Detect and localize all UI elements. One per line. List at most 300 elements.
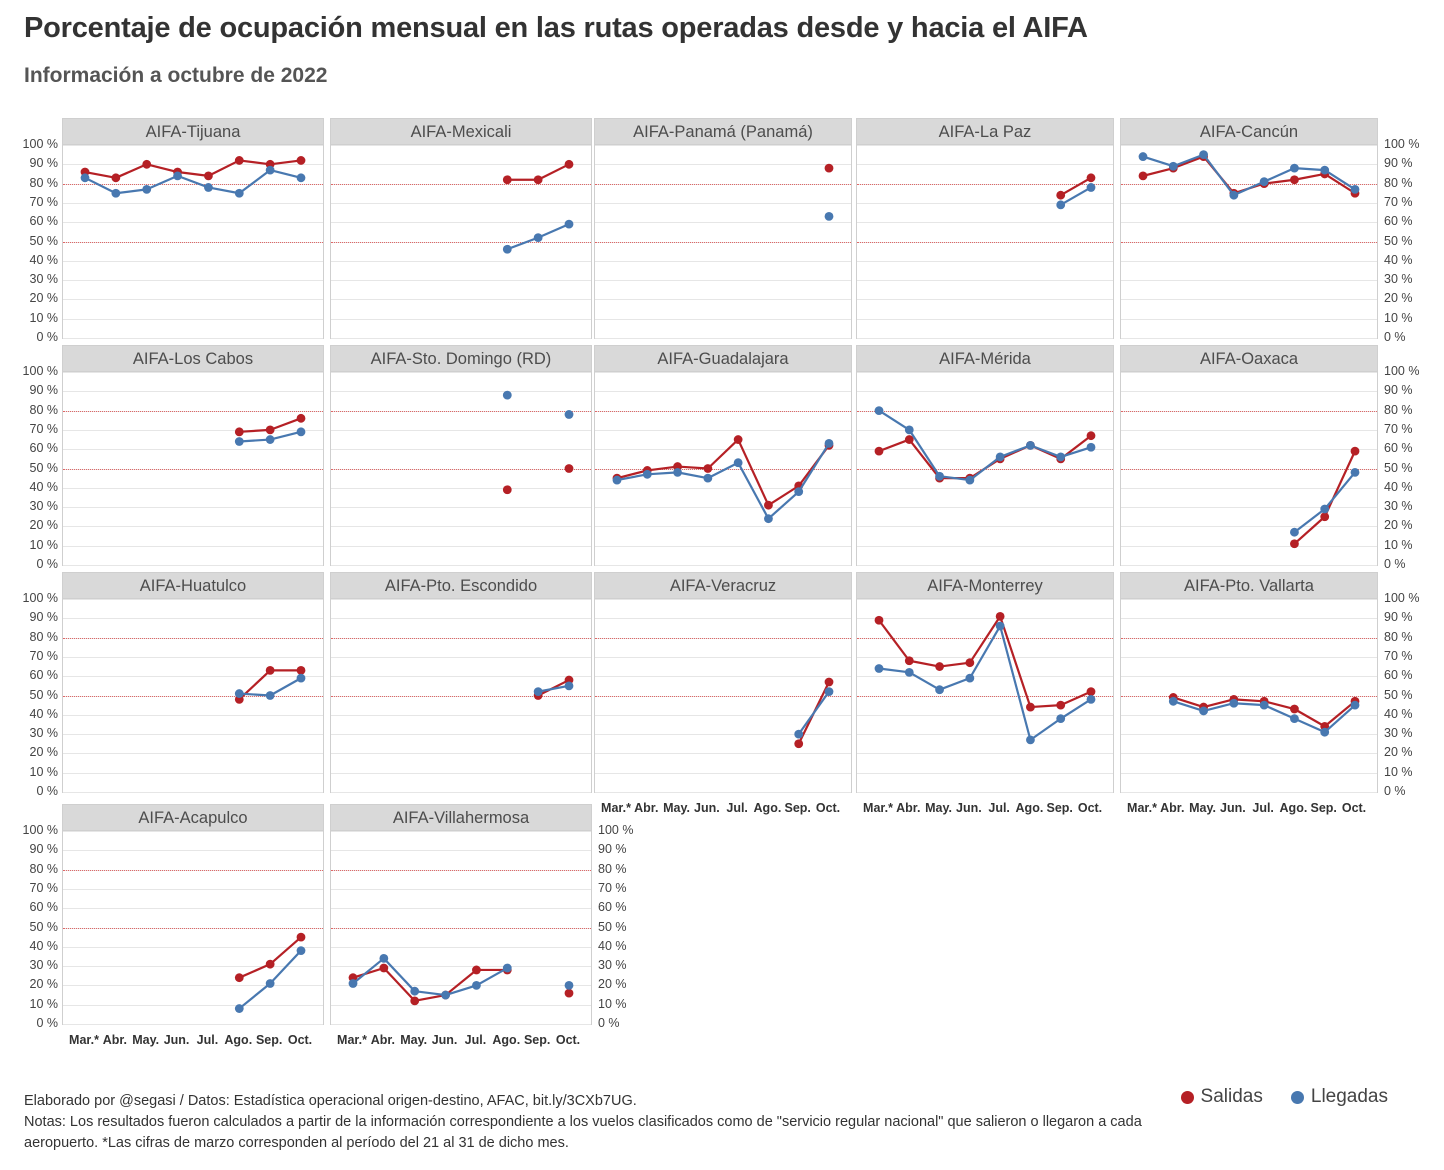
x-tick-label: Sep. <box>1310 801 1337 815</box>
panel-aifa-m-rida <box>856 345 1114 566</box>
llegadas-line-segment <box>270 432 301 440</box>
llegadas-point <box>235 689 244 698</box>
salidas-line-segment <box>538 164 569 179</box>
llegadas-point <box>1087 695 1096 704</box>
salidas-point <box>1290 705 1299 714</box>
panel-title: AIFA-Pto. Escondido <box>330 572 592 598</box>
page-subtitle: Información a octubre de 2022 <box>24 64 328 87</box>
gridline <box>595 792 851 793</box>
llegadas-line-segment <box>647 472 677 474</box>
salidas-line-segment <box>940 663 970 667</box>
llegadas-point <box>1290 714 1299 723</box>
y-tick-label: 10 % <box>29 764 58 779</box>
salidas-point <box>111 173 120 182</box>
y-tick-label: 100 % <box>22 137 58 151</box>
panel-title: AIFA-Mexicali <box>330 118 592 144</box>
panel-aifa-oaxaca <box>1120 345 1420 571</box>
y-axis-left <box>12 137 58 344</box>
panel-title: AIFA-Sto. Domingo (RD) <box>330 345 592 371</box>
y-tick-label: 60 % <box>29 441 58 456</box>
panel-aifa-sto-domingo-rd <box>330 345 592 566</box>
llegadas-line-segment <box>1325 705 1355 732</box>
y-tick-label: 100 % <box>22 364 58 378</box>
llegadas-point <box>565 220 574 229</box>
x-tick-label: Jul. <box>196 1033 219 1047</box>
y-axis-right <box>1384 591 1430 798</box>
y-tick-label: 90 % <box>1384 610 1413 625</box>
x-tick-label: Sep. <box>1046 801 1073 815</box>
y-tick-label: 20 % <box>598 977 627 992</box>
panel-title: AIFA-Monterrey <box>856 572 1114 598</box>
y-tick-label: 0 % <box>36 557 58 571</box>
llegadas-line-segment <box>799 443 829 491</box>
y-tick-label: 100 % <box>598 823 634 837</box>
gridline <box>857 565 1113 566</box>
x-tick-label: Abr. <box>370 1033 395 1047</box>
salidas-line-segment <box>239 160 270 164</box>
y-tick-label: 80 % <box>29 629 58 644</box>
panel-title: AIFA-Tijuana <box>62 118 324 144</box>
salidas-line-segment <box>178 172 209 176</box>
llegadas-line-segment <box>1000 445 1030 457</box>
llegadas-point <box>1260 177 1269 186</box>
panel-aifa-canc-n <box>1120 118 1420 344</box>
llegadas-point <box>173 171 182 180</box>
llegadas-line-segment <box>1325 170 1355 189</box>
llegadas-point <box>1026 735 1035 744</box>
legend-swatch-llegadas <box>1291 1091 1304 1104</box>
salidas-point <box>965 658 974 667</box>
panel-aifa-guadalajara <box>594 345 852 566</box>
panel-plot-area <box>1120 371 1378 566</box>
llegadas-line-segment <box>507 238 538 250</box>
llegadas-point <box>935 685 944 694</box>
salidas-line-segment <box>879 620 909 661</box>
llegadas-point <box>875 664 884 673</box>
llegadas-line-segment <box>940 678 970 690</box>
x-tick-label: Oct. <box>815 801 841 815</box>
llegadas-point <box>266 435 275 444</box>
y-axis-left <box>12 591 58 798</box>
gridline <box>63 338 323 339</box>
series-layer <box>331 599 591 792</box>
salidas-line-segment <box>909 440 939 479</box>
y-tick-label: 20 % <box>1384 291 1413 306</box>
salidas-line-segment <box>1143 168 1173 176</box>
salidas-point <box>204 171 213 180</box>
y-tick-label: 40 % <box>29 706 58 721</box>
series-layer <box>63 372 323 565</box>
x-tick-label: Jul. <box>988 801 1010 815</box>
llegadas-line-segment <box>1000 626 1030 740</box>
llegadas-point <box>111 189 120 198</box>
y-tick-label: 80 % <box>29 175 58 190</box>
x-tick-label: May. <box>132 1033 160 1047</box>
llegadas-point <box>204 183 213 192</box>
llegadas-point <box>734 458 743 467</box>
salidas-point <box>379 964 388 973</box>
salidas-point <box>825 678 834 687</box>
x-tick-label: Oct. <box>287 1033 313 1047</box>
salidas-line-segment <box>1294 174 1324 180</box>
y-tick-label: 30 % <box>1384 272 1413 287</box>
salidas-line-segment <box>85 172 116 178</box>
salidas-line-segment <box>239 430 270 432</box>
salidas-point <box>565 160 574 169</box>
series-layer <box>595 372 851 565</box>
llegadas-point <box>1320 505 1329 514</box>
x-axis <box>62 1033 324 1051</box>
llegadas-line-segment <box>239 440 270 442</box>
salidas-line-segment <box>647 467 677 471</box>
x-tick-label: May. <box>400 1033 428 1047</box>
y-tick-label: 20 % <box>29 977 58 992</box>
y-tick-label: 0 % <box>1384 784 1406 798</box>
panel-aifa-veracruz <box>594 572 852 815</box>
llegadas-line-segment <box>384 958 415 991</box>
llegadas-line-segment <box>1173 155 1203 167</box>
salidas-line-segment <box>1294 709 1324 726</box>
series-layer <box>857 145 1113 338</box>
y-tick-label: 50 % <box>29 919 58 934</box>
y-tick-label: 10 % <box>1384 764 1413 779</box>
salidas-point <box>410 996 419 1005</box>
salidas-line-segment <box>208 160 239 175</box>
gridline <box>595 565 851 566</box>
x-tick-label: Mar.* <box>863 801 893 815</box>
y-tick-label: 60 % <box>29 214 58 229</box>
y-tick-label: 30 % <box>1384 499 1413 514</box>
panel-title: AIFA-Mérida <box>856 345 1114 371</box>
salidas-point <box>1026 703 1035 712</box>
series-layer <box>1121 145 1377 338</box>
salidas-line-segment <box>1030 705 1060 707</box>
llegadas-line-segment <box>1030 445 1060 457</box>
y-tick-label: 80 % <box>598 861 627 876</box>
llegadas-point <box>703 474 712 483</box>
llegadas-point <box>472 981 481 990</box>
salidas-point <box>825 164 834 173</box>
y-tick-label: 80 % <box>1384 175 1413 190</box>
panel-plot-area <box>330 371 592 566</box>
series-layer <box>63 145 323 338</box>
y-tick-label: 60 % <box>29 668 58 683</box>
salidas-line-segment <box>353 968 384 978</box>
llegadas-point <box>965 476 974 485</box>
salidas-point <box>1056 701 1065 710</box>
panel-plot-area <box>856 144 1114 339</box>
llegadas-point <box>266 166 275 175</box>
y-tick-label: 0 % <box>36 784 58 798</box>
llegadas-point <box>1087 443 1096 452</box>
footer-line-1: Elaborado por @segasi / Datos: Estadística operacional origen-destino, AFAC, bit.ly/3CXb7UG. <box>24 1092 637 1109</box>
llegadas-line-segment <box>1061 447 1091 457</box>
gridline <box>1121 792 1377 793</box>
y-tick-label: 60 % <box>1384 668 1413 683</box>
llegadas-point <box>935 472 944 481</box>
gridline <box>63 1024 323 1025</box>
panel-aifa-acapulco <box>22 804 324 1047</box>
panel-aifa-tijuana <box>22 118 324 344</box>
llegadas-point <box>441 991 450 1000</box>
llegadas-point <box>142 185 151 194</box>
llegadas-point <box>1351 185 1360 194</box>
salidas-point <box>1087 687 1096 696</box>
y-tick-label: 30 % <box>29 272 58 287</box>
llegadas-point <box>534 687 543 696</box>
panel-plot-area <box>62 144 324 339</box>
llegadas-point <box>266 691 275 700</box>
llegadas-point <box>794 730 803 739</box>
salidas-point <box>1087 431 1096 440</box>
llegadas-point <box>1229 699 1238 708</box>
llegadas-line-segment <box>1325 472 1355 509</box>
llegadas-line-segment <box>353 958 384 983</box>
panel-plot-area <box>330 144 592 339</box>
panel-plot-area <box>594 144 852 339</box>
x-tick-label: Ago. <box>753 801 782 815</box>
panel-plot-area <box>330 830 592 1025</box>
panel-plot-area <box>330 598 592 793</box>
y-tick-label: 40 % <box>1384 706 1413 721</box>
panel-title: AIFA-Cancún <box>1120 118 1378 144</box>
panel-plot-area <box>62 598 324 793</box>
llegadas-line-segment <box>85 178 116 193</box>
legend-item-llegadas <box>1291 1086 1388 1108</box>
llegadas-point <box>764 514 773 523</box>
llegadas-point <box>1229 191 1238 200</box>
y-tick-label: 100 % <box>1384 364 1420 378</box>
footer-notes <box>24 1091 1142 1154</box>
salidas-line-segment <box>1204 699 1234 707</box>
y-tick-label: 10 % <box>598 996 627 1011</box>
llegadas-line-segment <box>1061 187 1091 204</box>
x-tick-label: Jul. <box>1252 801 1274 815</box>
x-tick-label: Abr. <box>1160 801 1185 815</box>
llegadas-point <box>1169 697 1178 706</box>
llegadas-point <box>825 439 834 448</box>
x-tick-label: Mar.* <box>69 1033 99 1047</box>
y-tick-label: 70 % <box>1384 194 1413 209</box>
llegadas-point <box>825 212 834 221</box>
y-tick-label: 90 % <box>1384 383 1413 398</box>
llegadas-line-segment <box>415 991 446 995</box>
llegadas-line-segment <box>1204 155 1234 196</box>
salidas-point <box>734 435 743 444</box>
salidas-line-segment <box>239 964 270 978</box>
llegadas-line-segment <box>538 224 569 238</box>
llegadas-point <box>1199 150 1208 159</box>
footer-line-2: Notas: Los resultados fueron calculados a partir de la información correspondiente a los vuelos clasificados como de "servicio regular nacional" que salieron o llegaron a cada <box>24 1113 1142 1130</box>
llegadas-point <box>1056 200 1065 209</box>
llegadas-line-segment <box>1143 157 1173 167</box>
y-tick-label: 10 % <box>29 537 58 552</box>
llegadas-point <box>297 946 306 955</box>
llegadas-point <box>297 427 306 436</box>
llegadas-point <box>1320 728 1329 737</box>
series-layer <box>331 372 591 565</box>
x-tick-label: Jun. <box>955 801 982 815</box>
llegadas-point <box>1139 152 1148 161</box>
y-tick-label: 80 % <box>1384 402 1413 417</box>
llegadas-point <box>673 468 682 477</box>
llegadas-point <box>503 245 512 254</box>
salidas-line-segment <box>1325 174 1355 193</box>
llegadas-line-segment <box>178 176 209 188</box>
llegadas-point <box>1026 441 1035 450</box>
x-tick-label: Sep. <box>523 1033 551 1047</box>
llegadas-line-segment <box>239 983 270 1008</box>
y-tick-label: 60 % <box>1384 441 1413 456</box>
llegadas-point <box>410 987 419 996</box>
llegadas-point <box>1199 707 1208 716</box>
y-tick-label: 40 % <box>29 938 58 953</box>
x-tick-label: Jun. <box>163 1033 190 1047</box>
y-tick-label: 90 % <box>29 842 58 857</box>
y-tick-label: 0 % <box>36 330 58 344</box>
llegadas-point <box>565 681 574 690</box>
panel-title: AIFA-Panamá (Panamá) <box>594 118 852 144</box>
llegadas-point <box>565 410 574 419</box>
salidas-point <box>1290 175 1299 184</box>
y-tick-label: 60 % <box>1384 214 1413 229</box>
y-tick-label: 30 % <box>29 958 58 973</box>
panel-aifa-huatulco <box>22 572 324 798</box>
x-tick-label: May. <box>1189 801 1216 815</box>
y-axis-right <box>598 823 644 1030</box>
y-tick-label: 50 % <box>29 687 58 702</box>
series-layer <box>331 831 591 1024</box>
gridline <box>331 792 591 793</box>
series-layer <box>63 599 323 792</box>
legend-label-salidas: Salidas <box>1200 1086 1263 1107</box>
llegadas-point <box>1290 164 1299 173</box>
y-tick-label: 90 % <box>598 842 627 857</box>
panel-title: AIFA-Pto. Vallarta <box>1120 572 1378 598</box>
y-tick-label: 70 % <box>1384 421 1413 436</box>
legend-label-llegadas: Llegadas <box>1310 1086 1388 1107</box>
y-tick-label: 50 % <box>1384 687 1413 702</box>
x-tick-label: Mar.* <box>601 801 631 815</box>
llegadas-line-segment <box>270 678 301 695</box>
salidas-line-segment <box>1173 157 1203 169</box>
y-tick-label: 100 % <box>22 591 58 605</box>
llegadas-line-segment <box>1234 703 1264 705</box>
x-tick-label: Oct. <box>1077 801 1103 815</box>
panel-aifa-monterrey <box>856 572 1114 815</box>
salidas-point <box>565 989 574 998</box>
y-tick-label: 40 % <box>598 938 627 953</box>
salidas-point <box>905 656 914 665</box>
salidas-point <box>235 156 244 165</box>
llegadas-point <box>81 173 90 182</box>
y-tick-label: 100 % <box>1384 137 1420 151</box>
salidas-point <box>1056 191 1065 200</box>
y-tick-label: 20 % <box>1384 518 1413 533</box>
llegadas-point <box>1351 468 1360 477</box>
y-tick-label: 10 % <box>1384 537 1413 552</box>
llegadas-point <box>1056 453 1065 462</box>
llegadas-point <box>1290 528 1299 537</box>
x-tick-label: Ago. <box>1015 801 1044 815</box>
y-tick-label: 80 % <box>1384 629 1413 644</box>
y-tick-label: 50 % <box>1384 460 1413 475</box>
gridline <box>595 338 851 339</box>
panel-plot-area <box>1120 144 1378 339</box>
x-tick-label: Mar.* <box>337 1033 367 1047</box>
salidas-line-segment <box>384 968 415 1001</box>
salidas-point <box>235 427 244 436</box>
salidas-point <box>703 464 712 473</box>
llegadas-line-segment <box>1030 719 1060 740</box>
panel-plot-area <box>594 371 852 566</box>
gridline <box>1121 338 1377 339</box>
llegadas-point <box>503 391 512 400</box>
series-layer <box>63 831 323 1024</box>
panel-plot-area <box>594 598 852 793</box>
llegadas-point <box>534 233 543 242</box>
y-tick-label: 90 % <box>29 610 58 625</box>
y-tick-label: 20 % <box>29 745 58 760</box>
x-tick-label: Jul. <box>464 1033 487 1047</box>
x-tick-label: Abr. <box>102 1033 127 1047</box>
llegadas-line-segment <box>1234 182 1264 196</box>
panel-title: AIFA-Villahermosa <box>330 804 592 830</box>
llegadas-point <box>1087 183 1096 192</box>
y-axis-left <box>12 823 58 1030</box>
llegadas-line-segment <box>1204 703 1234 711</box>
llegadas-line-segment <box>270 170 301 178</box>
panel-title: AIFA-Acapulco <box>62 804 324 830</box>
y-tick-label: 10 % <box>1384 310 1413 325</box>
series-layer <box>1121 599 1377 792</box>
salidas-line-segment <box>270 937 301 964</box>
panel-aifa-panam-panam <box>594 118 852 339</box>
series-layer <box>595 599 851 792</box>
llegadas-point <box>1260 701 1269 710</box>
llegadas-line-segment <box>208 187 239 193</box>
salidas-line-segment <box>415 995 446 1001</box>
llegadas-point <box>1351 701 1360 710</box>
series-layer <box>595 145 851 338</box>
salidas-point <box>1139 171 1148 180</box>
llegadas-line-segment <box>970 626 1000 678</box>
x-tick-label: Abr. <box>634 801 659 815</box>
y-tick-label: 70 % <box>29 194 58 209</box>
y-tick-label: 40 % <box>29 479 58 494</box>
y-tick-label: 100 % <box>1384 591 1420 605</box>
panel-aifa-pto-escondido <box>330 572 592 793</box>
salidas-point <box>1351 447 1360 456</box>
x-axis <box>1120 801 1378 819</box>
salidas-point <box>266 666 275 675</box>
x-tick-label: Sep. <box>255 1033 283 1047</box>
llegadas-point <box>297 674 306 683</box>
y-tick-label: 30 % <box>1384 726 1413 741</box>
page-title: Porcentaje de ocupación mensual en las rutas operadas desde y hacia el AIFA <box>24 12 1088 44</box>
gridline <box>331 1024 591 1025</box>
y-tick-label: 40 % <box>1384 252 1413 267</box>
gridline <box>857 338 1113 339</box>
x-tick-label: Jun. <box>693 801 720 815</box>
y-axis-right <box>1384 137 1430 344</box>
y-tick-label: 20 % <box>29 291 58 306</box>
x-tick-label: Abr. <box>896 801 921 815</box>
salidas-point <box>297 666 306 675</box>
y-tick-label: 30 % <box>598 958 627 973</box>
y-tick-label: 20 % <box>1384 745 1413 760</box>
x-tick-label: Ago. <box>224 1033 253 1047</box>
